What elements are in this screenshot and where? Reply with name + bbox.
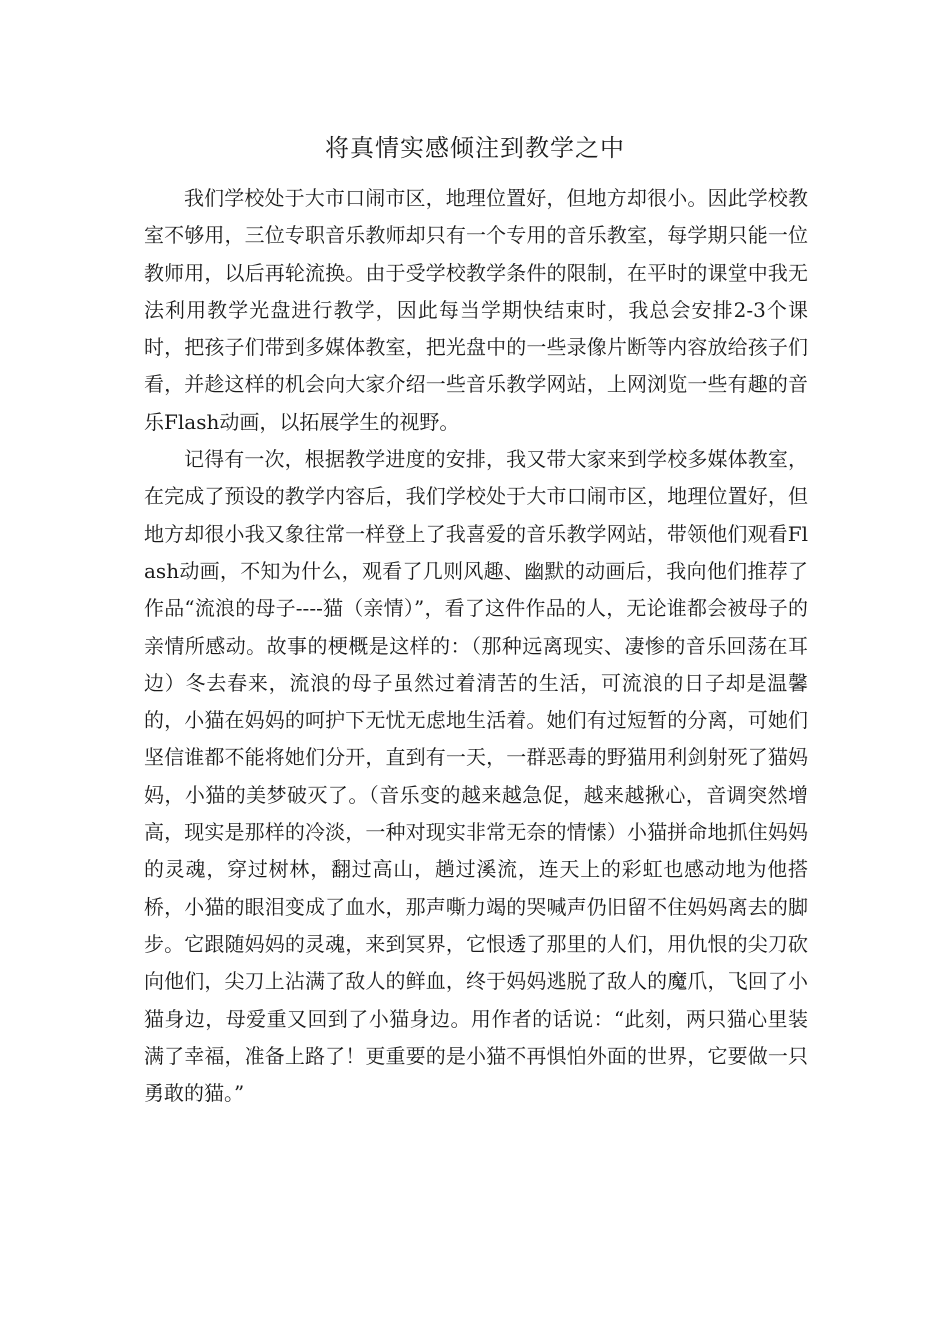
paragraph-2: 记得有一次，根据教学进度的安排，我又带大家来到学校多媒体教室，在完成了预设的教学内容后，我们学校处于大市口闹市区，地理位置好，但地方却很小我又象往常一样登上了我喜爱的音乐教学网站，带领他们观看Flash动画，不知为什么，观看了几则风趣、幽默的动画后，我向他们推荐了作品“流浪的母子----猫（亲情）”，看了这件作品的人，无论谁都会被母子的亲情所感动。故事的梗概是这样的：（那种远离现实、凄惨的音乐回荡在耳边）冬去春来，流浪的母子虽然过着清苦的生活，可流浪的日子却是温馨的，小猫在妈妈的呵护下无忧无虑地生活着。她们有过短暂的分离，可她们坚信谁都不能将她们分开，直到有一天，一群恶毒的野猫用利剑射死了猫妈妈，小猫的美梦破灭了。（音乐变的越来越急促，越来越揪心，音调突然增高，现实是那样的冷淡，一种对现实非常无奈的情愫）小猫拼命地抓住妈妈的灵魂，穿过树林，翻过高山，趟过溪流，连天上的彩虹也感动地为他搭桥，小猫的眼泪变成了血水，那声嘶力竭的哭喊声仍旧留不住妈妈离去的脚步。它跟随妈妈的灵魂，来到冥界，它恨透了那里的人们，用仇恨的尖刀砍向他们，尖刀上沾满了敌人的鲜血，终于妈妈逃脱了敌人的魔爪，飞回了小猫身边，母爱重又回到了小猫身边。用作者的话说：“此刻，两只猫心里装满了幸福，准备上路了！更重要的是小猫不再惧怕外面的世界，它要做一只勇敢的猫。” [144, 447, 808, 1106]
document-title: 将真情实感倾注到教学之中 [325, 134, 625, 162]
paragraph-1: 我们学校处于大市口闹市区，地理位置好，但地方却很小。因此学校教室不够用，三位专职音乐教师却只有一个专用的音乐教室，每学期只能一位教师用，以后再轮流换。由于受学校教学条件的限制，在平时的课堂中我无法利用教学光盘进行教学，因此每当学期快结束时，我总会安排2-3个课时，把孩子们带到多媒体教室，把光盘中的一些录像片断等内容放给孩子们看，并趁这样的机会向大家介绍一些音乐教学网站，上网浏览一些有趣的音乐Flash动画，以拓展学生的视野。 [144, 186, 808, 434]
document-body [144, 180, 808, 1112]
